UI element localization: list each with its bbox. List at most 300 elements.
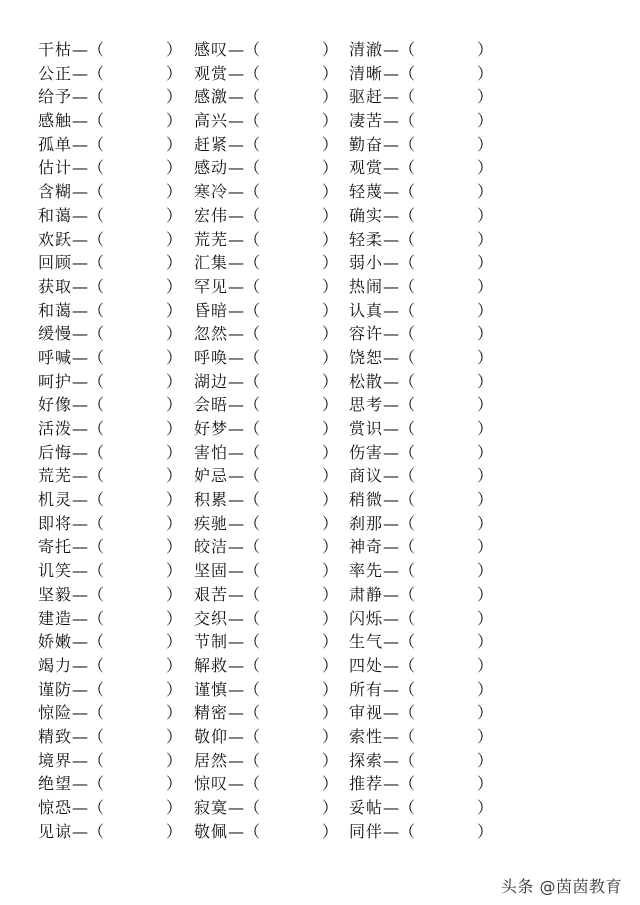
dash: — — [383, 205, 400, 225]
word: 获取 — [38, 276, 73, 296]
close-paren: ） — [477, 490, 494, 510]
close-paren: ） — [322, 608, 339, 628]
close-paren: ） — [477, 276, 494, 296]
dash: — — [72, 490, 89, 510]
open-paren: （ — [244, 703, 261, 723]
close-paren: ） — [322, 253, 339, 273]
word: 见谅 — [38, 821, 73, 841]
open-paren: （ — [88, 229, 105, 249]
worksheet-row — [0, 607, 640, 631]
word-entry — [38, 393, 182, 417]
dash: — — [72, 205, 89, 225]
word-entry — [349, 109, 493, 133]
word: 即将 — [38, 513, 73, 533]
close-paren: ） — [322, 584, 339, 604]
dash: — — [228, 134, 245, 154]
word: 干枯 — [38, 40, 73, 59]
word: 所有 — [349, 679, 384, 699]
word: 疾驰 — [194, 513, 229, 533]
word-entry — [349, 228, 493, 252]
word-entry — [194, 109, 338, 133]
dash: — — [72, 584, 89, 604]
close-paren: ） — [322, 395, 339, 415]
open-paren: （ — [244, 419, 261, 438]
open-paren: （ — [244, 276, 261, 296]
close-paren: ） — [477, 537, 494, 557]
close-paren: ） — [166, 229, 183, 249]
close-paren: ） — [477, 703, 494, 723]
word-entry — [38, 346, 182, 370]
word-entry — [38, 85, 182, 109]
word-entry — [38, 251, 182, 275]
worksheet-row — [0, 441, 640, 465]
word-entry — [194, 512, 338, 536]
word: 观赏 — [349, 158, 384, 178]
dash: — — [72, 324, 89, 344]
close-paren: ） — [166, 561, 183, 581]
dash: — — [383, 63, 400, 83]
close-paren: ） — [477, 584, 494, 604]
word: 居然 — [194, 750, 229, 770]
close-paren: ） — [322, 774, 339, 794]
word-entry — [194, 228, 338, 252]
open-paren: （ — [244, 608, 261, 628]
close-paren: ） — [322, 276, 339, 296]
word: 神奇 — [349, 537, 384, 557]
close-paren: ） — [166, 821, 183, 841]
open-paren: （ — [88, 774, 105, 794]
open-paren: （ — [399, 205, 416, 225]
word: 荒芜 — [194, 229, 229, 249]
close-paren: ） — [477, 798, 494, 817]
dash: — — [228, 276, 245, 296]
close-paren: ） — [166, 347, 183, 367]
close-paren: ） — [477, 561, 494, 581]
word: 生气 — [349, 632, 384, 652]
worksheet-row — [0, 85, 640, 109]
close-paren: ） — [322, 134, 339, 154]
close-paren: ） — [166, 655, 183, 675]
word-entry — [38, 417, 182, 441]
word-entry — [38, 62, 182, 86]
open-paren: （ — [88, 490, 105, 510]
dash: — — [72, 276, 89, 296]
dash: — — [383, 750, 400, 770]
open-paren: （ — [399, 608, 416, 628]
open-paren: （ — [399, 63, 416, 83]
dash: — — [228, 750, 245, 770]
word: 推荐 — [349, 774, 384, 794]
worksheet-row — [0, 228, 640, 252]
word-entry — [194, 204, 338, 228]
close-paren: ） — [322, 632, 339, 652]
dash: — — [228, 371, 245, 391]
open-paren: （ — [399, 182, 416, 202]
word-entry — [38, 772, 182, 796]
word-entry — [194, 275, 338, 299]
dash: — — [72, 300, 89, 320]
close-paren: ） — [166, 537, 183, 557]
dash: — — [72, 229, 89, 249]
worksheet-row — [0, 796, 640, 820]
close-paren: ） — [322, 466, 339, 486]
word-entry — [194, 417, 338, 441]
close-paren: ） — [477, 513, 494, 533]
word-entry — [38, 583, 182, 607]
open-paren: （ — [88, 158, 105, 178]
open-paren: （ — [244, 371, 261, 391]
word: 探索 — [349, 750, 384, 770]
close-paren: ） — [477, 87, 494, 107]
word: 机灵 — [38, 490, 73, 510]
open-paren: （ — [399, 347, 416, 367]
word: 皎洁 — [194, 537, 229, 557]
open-paren: （ — [399, 561, 416, 581]
word-entry — [38, 370, 182, 394]
close-paren: ） — [322, 750, 339, 770]
word-entry — [38, 322, 182, 346]
close-paren: ） — [166, 608, 183, 628]
dash: — — [72, 442, 89, 462]
open-paren: （ — [88, 205, 105, 225]
close-paren: ） — [322, 679, 339, 699]
word-entry — [194, 464, 338, 488]
dash: — — [228, 229, 245, 249]
word: 妥帖 — [349, 798, 384, 817]
dash: — — [72, 395, 89, 415]
dash: — — [228, 632, 245, 652]
open-paren: （ — [399, 395, 416, 415]
word-entry — [349, 772, 493, 796]
close-paren: ） — [477, 371, 494, 391]
word: 感动 — [194, 158, 229, 178]
word-entry — [349, 630, 493, 654]
close-paren: ） — [166, 395, 183, 415]
close-paren: ） — [166, 300, 183, 320]
word-entry — [349, 299, 493, 323]
close-paren: ） — [322, 419, 339, 438]
open-paren: （ — [244, 229, 261, 249]
dash: — — [383, 608, 400, 628]
word: 容许 — [349, 324, 384, 344]
word: 索性 — [349, 726, 384, 746]
word: 建造 — [38, 608, 73, 628]
worksheet-row — [0, 512, 640, 536]
open-paren: （ — [88, 40, 105, 59]
open-paren: （ — [244, 87, 261, 107]
dash: — — [228, 726, 245, 746]
close-paren: ） — [477, 679, 494, 699]
dash: — — [228, 513, 245, 533]
word: 竭力 — [38, 655, 73, 675]
word-entry — [194, 299, 338, 323]
word: 艰苦 — [194, 584, 229, 604]
word-entry — [349, 204, 493, 228]
close-paren: ） — [322, 300, 339, 320]
word: 境界 — [38, 750, 73, 770]
dash: — — [383, 655, 400, 675]
close-paren: ） — [322, 442, 339, 462]
word-entry — [194, 322, 338, 346]
word: 会晤 — [194, 395, 229, 415]
open-paren: （ — [244, 347, 261, 367]
close-paren: ） — [477, 229, 494, 249]
word: 呼唤 — [194, 347, 229, 367]
close-paren: ） — [322, 726, 339, 746]
word: 估计 — [38, 158, 73, 178]
word-entry — [349, 749, 493, 773]
open-paren: （ — [244, 442, 261, 462]
dash: — — [72, 537, 89, 557]
word-entry — [194, 725, 338, 749]
word: 回顾 — [38, 253, 73, 273]
open-paren: （ — [88, 134, 105, 154]
word-entry — [38, 275, 182, 299]
word: 含糊 — [38, 182, 73, 202]
open-paren: （ — [244, 679, 261, 699]
worksheet-row — [0, 204, 640, 228]
open-paren: （ — [88, 419, 105, 438]
worksheet-row — [0, 464, 640, 488]
dash: — — [72, 679, 89, 699]
word-entry — [38, 725, 182, 749]
close-paren: ） — [322, 821, 339, 841]
dash: — — [228, 205, 245, 225]
word-entry — [38, 559, 182, 583]
dash: — — [228, 111, 245, 131]
close-paren: ） — [166, 726, 183, 746]
dash: — — [228, 347, 245, 367]
word-entry — [194, 607, 338, 631]
close-paren: ） — [166, 490, 183, 510]
worksheet-row — [0, 749, 640, 773]
open-paren: （ — [244, 513, 261, 533]
word-entry — [349, 441, 493, 465]
close-paren: ） — [322, 561, 339, 581]
word: 荒芜 — [38, 466, 73, 486]
close-paren: ） — [166, 703, 183, 723]
word-entry — [38, 630, 182, 654]
word-entry — [38, 654, 182, 678]
word-entry — [194, 701, 338, 725]
word: 观赏 — [194, 63, 229, 83]
word: 坚毅 — [38, 584, 73, 604]
open-paren: （ — [88, 324, 105, 344]
word-entry — [38, 464, 182, 488]
close-paren: ） — [166, 276, 183, 296]
dash: — — [228, 40, 245, 59]
word: 解救 — [194, 655, 229, 675]
worksheet-row — [0, 275, 640, 299]
word: 活泼 — [38, 419, 73, 438]
word-entry — [38, 38, 182, 62]
word-entry — [38, 228, 182, 252]
open-paren: （ — [399, 632, 416, 652]
close-paren: ） — [322, 205, 339, 225]
close-paren: ） — [477, 750, 494, 770]
open-paren: （ — [244, 134, 261, 154]
dash: — — [228, 253, 245, 273]
dash: — — [72, 513, 89, 533]
dash: — — [383, 395, 400, 415]
dash: — — [228, 608, 245, 628]
word-entry — [194, 180, 338, 204]
word-entry — [38, 820, 182, 844]
word-entry — [194, 156, 338, 180]
word-entry — [194, 654, 338, 678]
word-entry — [194, 393, 338, 417]
dash: — — [383, 679, 400, 699]
word-entry — [349, 607, 493, 631]
dash: — — [228, 442, 245, 462]
dash: — — [228, 63, 245, 83]
open-paren: （ — [399, 655, 416, 675]
word: 确实 — [349, 205, 384, 225]
word: 凄苦 — [349, 111, 384, 131]
word-entry — [38, 488, 182, 512]
word: 好梦 — [194, 419, 229, 438]
close-paren: ） — [322, 87, 339, 107]
word: 饶恕 — [349, 347, 384, 367]
open-paren: （ — [88, 395, 105, 415]
word-entry — [194, 820, 338, 844]
open-paren: （ — [88, 798, 105, 817]
dash: — — [383, 490, 400, 510]
word: 寒冷 — [194, 182, 229, 202]
open-paren: （ — [88, 442, 105, 462]
word: 坚固 — [194, 561, 229, 581]
open-paren: （ — [88, 300, 105, 320]
open-paren: （ — [88, 584, 105, 604]
close-paren: ） — [477, 821, 494, 841]
dash: — — [72, 134, 89, 154]
close-paren: ） — [322, 371, 339, 391]
close-paren: ） — [477, 253, 494, 273]
open-paren: （ — [399, 774, 416, 794]
word-entry — [38, 109, 182, 133]
open-paren: （ — [244, 632, 261, 652]
word-entry — [349, 62, 493, 86]
dash: — — [383, 703, 400, 723]
open-paren: （ — [399, 111, 416, 131]
word-entry — [194, 346, 338, 370]
open-paren: （ — [88, 63, 105, 83]
word-entry — [194, 488, 338, 512]
word: 和蔼 — [38, 205, 73, 225]
dash: — — [72, 371, 89, 391]
word-entry — [349, 393, 493, 417]
open-paren: （ — [244, 205, 261, 225]
dash: — — [72, 632, 89, 652]
close-paren: ） — [166, 513, 183, 533]
dash: — — [72, 182, 89, 202]
dash: — — [383, 87, 400, 107]
dash: — — [228, 395, 245, 415]
close-paren: ） — [322, 537, 339, 557]
word: 弱小 — [349, 253, 384, 273]
worksheet-row — [0, 370, 640, 394]
close-paren: ） — [166, 324, 183, 344]
word: 闪烁 — [349, 608, 384, 628]
close-paren: ） — [166, 87, 183, 107]
dash: — — [383, 40, 400, 59]
open-paren: （ — [244, 798, 261, 817]
word: 感激 — [194, 87, 229, 107]
open-paren: （ — [244, 158, 261, 178]
open-paren: （ — [88, 182, 105, 202]
open-paren: （ — [399, 276, 416, 296]
word-entry — [194, 370, 338, 394]
close-paren: ） — [166, 111, 183, 131]
word-entry — [194, 133, 338, 157]
dash: — — [72, 561, 89, 581]
close-paren: ） — [322, 513, 339, 533]
word: 商议 — [349, 466, 384, 486]
close-paren: ） — [166, 679, 183, 699]
word: 寂寞 — [194, 798, 229, 817]
word: 积累 — [194, 490, 229, 510]
word: 勤奋 — [349, 134, 384, 154]
word: 谨防 — [38, 679, 73, 699]
dash: — — [72, 821, 89, 841]
open-paren: （ — [244, 300, 261, 320]
word-entry — [38, 678, 182, 702]
dash: — — [383, 419, 400, 438]
word: 交织 — [194, 608, 229, 628]
word: 讥笑 — [38, 561, 73, 581]
close-paren: ） — [166, 466, 183, 486]
dash: — — [383, 513, 400, 533]
word-entry — [38, 796, 182, 820]
dash: — — [228, 537, 245, 557]
close-paren: ） — [477, 134, 494, 154]
open-paren: （ — [244, 490, 261, 510]
dash: — — [383, 158, 400, 178]
word: 谨慎 — [194, 679, 229, 699]
open-paren: （ — [399, 324, 416, 344]
close-paren: ） — [477, 158, 494, 178]
dash: — — [383, 111, 400, 131]
dash: — — [383, 774, 400, 794]
word: 热闹 — [349, 276, 384, 296]
dash: — — [383, 182, 400, 202]
close-paren: ） — [322, 182, 339, 202]
dash: — — [228, 821, 245, 841]
open-paren: （ — [88, 87, 105, 107]
dash: — — [228, 679, 245, 699]
word: 罕见 — [194, 276, 229, 296]
close-paren: ） — [477, 300, 494, 320]
word-entry — [38, 156, 182, 180]
worksheet-row — [0, 654, 640, 678]
dash: — — [228, 300, 245, 320]
open-paren: （ — [399, 490, 416, 510]
open-paren: （ — [244, 821, 261, 841]
dash: — — [383, 584, 400, 604]
worksheet-row — [0, 535, 640, 559]
open-paren: （ — [88, 750, 105, 770]
close-paren: ） — [322, 655, 339, 675]
open-paren: （ — [88, 276, 105, 296]
open-paren: （ — [399, 726, 416, 746]
close-paren: ） — [322, 798, 339, 817]
open-paren: （ — [88, 655, 105, 675]
open-paren: （ — [244, 561, 261, 581]
word: 认真 — [349, 300, 384, 320]
close-paren: ） — [166, 134, 183, 154]
open-paren: （ — [399, 419, 416, 438]
open-paren: （ — [399, 229, 416, 249]
